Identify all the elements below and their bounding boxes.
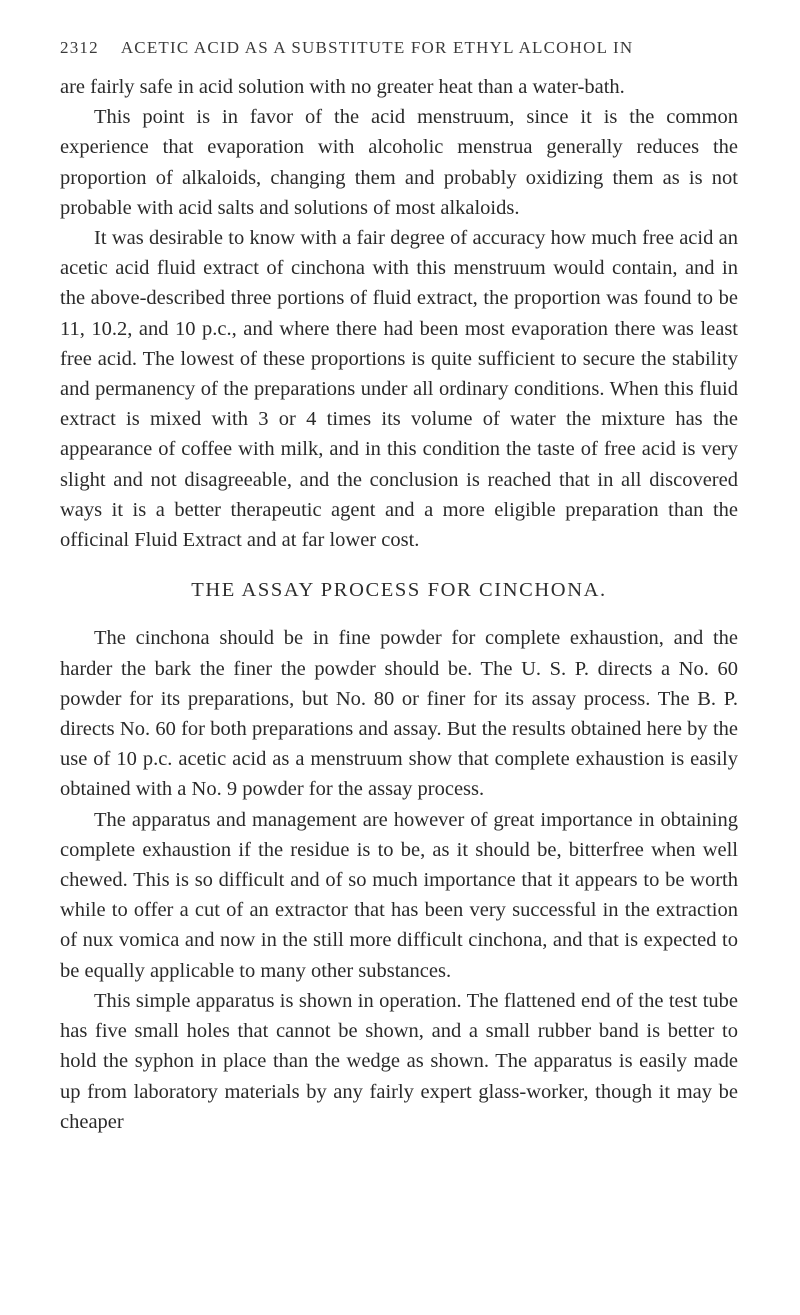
running-header xyxy=(60,38,738,58)
paragraph: The cinchona should be in fine powder for complete exhaustion, and the harder the bark the finer the powder should be. The U. S. P. directs a No. 60 powder for its preparations, but No. 80 or finer for its assay process. The B. P. directs No. 60 for both preparations and assay. But the results obtained here by the use of 10 p.c. acetic acid as a menstruum show that complete exhaustion is easily obtained with a No. 9 powder for the assay process. xyxy=(60,627,738,801)
paragraph: It was desirable to know with a fair degree of accuracy how much free acid an acetic acid fluid extract of cinchona with this menstruum would contain, and in the above-described three portions of fluid extract, the proportion was found to be 11, 10.2, and 10 p.c., and where there had been most evaporation there was least free acid. The lowest of these proportions is quite sufficient to secure the stability and permanency of the preparations under all ordinary conditions. When this fluid extract is mixed with 3 or 4 times its volume of water the mixture has the appearance of coffee with milk, and in this condition the taste of free acid is very slight and not disagreeable, and the conclusion is reached that in all discovered ways it is a better therapeutic agent and a more eligible preparation than the officinal Fluid Extract and at far lower cost. xyxy=(60,227,738,552)
page-number: 2312 xyxy=(60,38,99,57)
running-title: ACETIC ACID AS A SUBSTITUTE FOR ETHYL ALCOHOL IN xyxy=(120,38,634,57)
body-text xyxy=(60,72,738,1137)
paragraph: This point is in favor of the acid menstruum, since it is the common experience that evaporation with alcoholic menstrua generally reduces the proportion of alkaloids, changing them and probably oxidizing them as is not probable with acid salts and solutions of most alkaloids. xyxy=(60,106,738,219)
paragraph-continued: are fairly safe in acid solution with no greater heat than a water-bath. xyxy=(60,76,625,98)
paragraph: The apparatus and management are however of great importance in obtaining complete exhaustion if the residue is to be, as it should be, bitterfree when well chewed. This is so difficult and of so much importance that it appears to be worth while to offer a cut of an extractor that has been very successful in the extraction of nux vomica and now in the still more difficult cinchona, and that is expected to be equally applicable to many other substances. xyxy=(60,808,738,982)
section-heading: THE ASSAY PROCESS FOR CINCHONA. xyxy=(191,579,607,602)
paragraph: This simple apparatus is shown in operation. The flattened end of the test tube has five small holes that cannot be shown, and a small rubber band is better to hold the syphon in place than the wedge as shown. The apparatus is easily made up from laboratory materials by any fairly expert glass-worker, though it may be cheaper xyxy=(60,989,738,1133)
